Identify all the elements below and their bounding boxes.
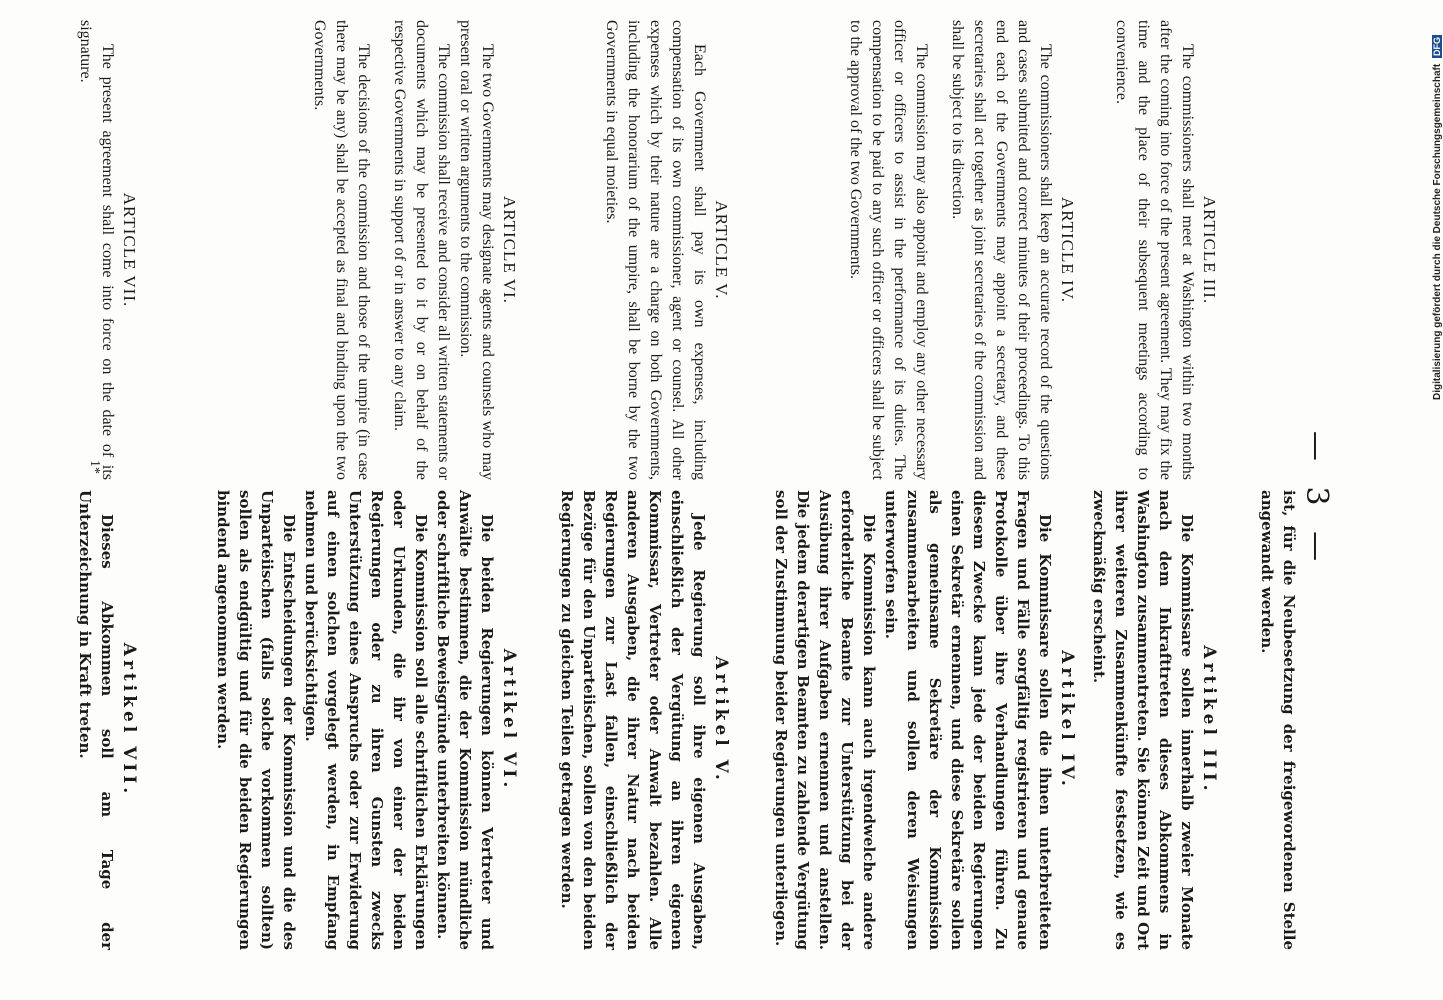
article-5-en [600, 20, 732, 480]
article-paragraph: The commission shall receive and consider all written statements or documents which may be presented to it by or on behalf of the respective Governments in support of or in answer to any claim. [391, 20, 452, 480]
article-heading: ARTICLE VI. [500, 196, 519, 304]
article-text: Jede Regierung soll ihre eigenen Ausgaben, einschließlich der Vergütung an ihren eigenen Kommissar, Vertreter oder Anwalt bezahlen. Alle anderen Ausgaben, die ihrer Natur nach beiden Regierungen zur Last fallen, einschließlich der Bezüge für den Unparteiischen, sollen von den beiden Regierungen zu gleichen Teilen getragen werden. [558, 490, 708, 950]
article-text: Die Kommissare sollen innerhalb zweier Monate nach dem Inkrafttreten dieses Abkommens in Washington zusammentreten. Sie können Zeit und Ort ihrer weiteren Zusammenkünfte festsetzen, wie es zweckmäßig erscheint. [1090, 490, 1196, 950]
article-paragraph: Die Entscheidungen der Kommission und die des Unparteiischen (falls solche vorkommen sollten) sollen als endgültig und für die beiden Regierungen bindend angenommen werden. [214, 490, 298, 950]
article-paragraph: Die Kommission kann auch irgendwelche andere erforderliche Beamte zur Unterstützung bei der Ausübung ihrer Aufgaben ernennen und anstellen. Die jedem derartigen Beamten zu zahlende Vergütung soll der Zustimmung beider Regierungen unterliegen. [772, 490, 878, 950]
article-heading: Artikel VI. [499, 648, 519, 792]
article-text: The commissioners shall meet at Washington within two months after the coming into force of the present agreement. They may fix the time and the place of their subsequent meetings according to convenience. [1113, 20, 1196, 480]
article-paragraph: The decisions of the commission and those of the umpire (in case there may be any) shall be accepted as final and binding upon the two Governments. [311, 20, 372, 480]
treaty-page [50, 20, 1340, 980]
article-3-en [1110, 20, 1220, 480]
article-paragraph: The commission may also appoint and employ any other necessary officer or officers to assist in the performance of its duties. The compensation to be paid to any such officer or officers shall be subject to the approval of the two Governments. [847, 20, 930, 480]
digitization-text: Digitalisierung gefördert durch die Deutsche Forschungsgemeinschaft [1432, 63, 1443, 400]
article-paragraph: Die beiden Regierungen können Vertreter und Anwälte bestimmen, die der Kommission mündliche oder schriftliche Beweisgründe unterbreiten können. [434, 490, 496, 950]
article-heading: Artikel V. [711, 656, 731, 784]
page-number: — 3 — [1299, 430, 1334, 570]
article-7-en [74, 20, 140, 480]
signature-mark: 1* [87, 460, 102, 474]
article-4-de [770, 490, 1078, 950]
article-heading: ARTICLE IV. [1058, 197, 1077, 303]
article-heading: Artikel III. [1199, 645, 1219, 795]
article-5-de [556, 490, 732, 950]
article-heading: ARTICLE III. [1200, 195, 1219, 305]
article-7-de [74, 490, 140, 950]
article-4-en [844, 20, 1078, 480]
article-3-de [1088, 490, 1220, 950]
article-heading: ARTICLE V. [712, 200, 731, 300]
dfg-logo: DFG [1432, 37, 1442, 57]
article-text: Each Government shall pay its own expenses, including compensation of its own commissioner, agent or counsel. All other expenses which by their nature are a charge on both Governments, including the honorarium of the umpire, shall be borne by the two Governments in equal moieties. [603, 20, 708, 480]
article-paragraph: The two Governments may designate agents and counsels who may present oral or written arguments to the commission. [457, 20, 496, 480]
article-heading: ARTICLE VII. [120, 192, 139, 308]
article-6-en [308, 20, 520, 480]
article-6-de [212, 490, 520, 950]
article-paragraph: The commissioners shall keep an accurate record of the questions and cases submitted and correct minutes of their proceedings. To this end each of the Governments may appoint a secretary, and these secretaries shall act together as joint secretaries of the commission and shall be subject to its direction. [949, 20, 1054, 480]
article-paragraph: Die Kommissare sollen die ihnen unterbreiteten Fragen und Fälle sorgfältig registrieren und genaue Protokolle über ihre Verhandlungen führen. Zu diesem Zwecke kann jede der beiden Regierungen einen Sekretär ernennen, und diese Sekretäre sollen als gemeinsame Sekretäre der Kommission zusammenarbeiten und sollen deren Weisungen unterworfen sein. [882, 490, 1054, 950]
intro-text: ist, für die Neubesetzung der freigewordenen Stelle angewandt werden. [1258, 490, 1298, 950]
german-intro [1256, 490, 1300, 950]
article-text: Dieses Abkommen soll am Tage der Unterzeichnung in Kraft treten. [76, 490, 116, 950]
article-paragraph: Die Kommission soll alle schriftlichen Erklärungen oder Urkunden, die ihr von einer der beiden Regierungen oder zu ihren Gunsten zwecks Unterstützung eines Anspruchs oder zur Erwiderung auf einen solchen vorgelegt werden, in Empfang nehmen und berücksichtigen. [302, 490, 430, 950]
article-text: The present agreement shall come into force on the date of its signature. [77, 20, 116, 480]
article-heading: Artikel VII. [119, 642, 139, 798]
article-heading: Artikel IV. [1057, 650, 1077, 790]
digitization-note [1420, 8, 1443, 400]
